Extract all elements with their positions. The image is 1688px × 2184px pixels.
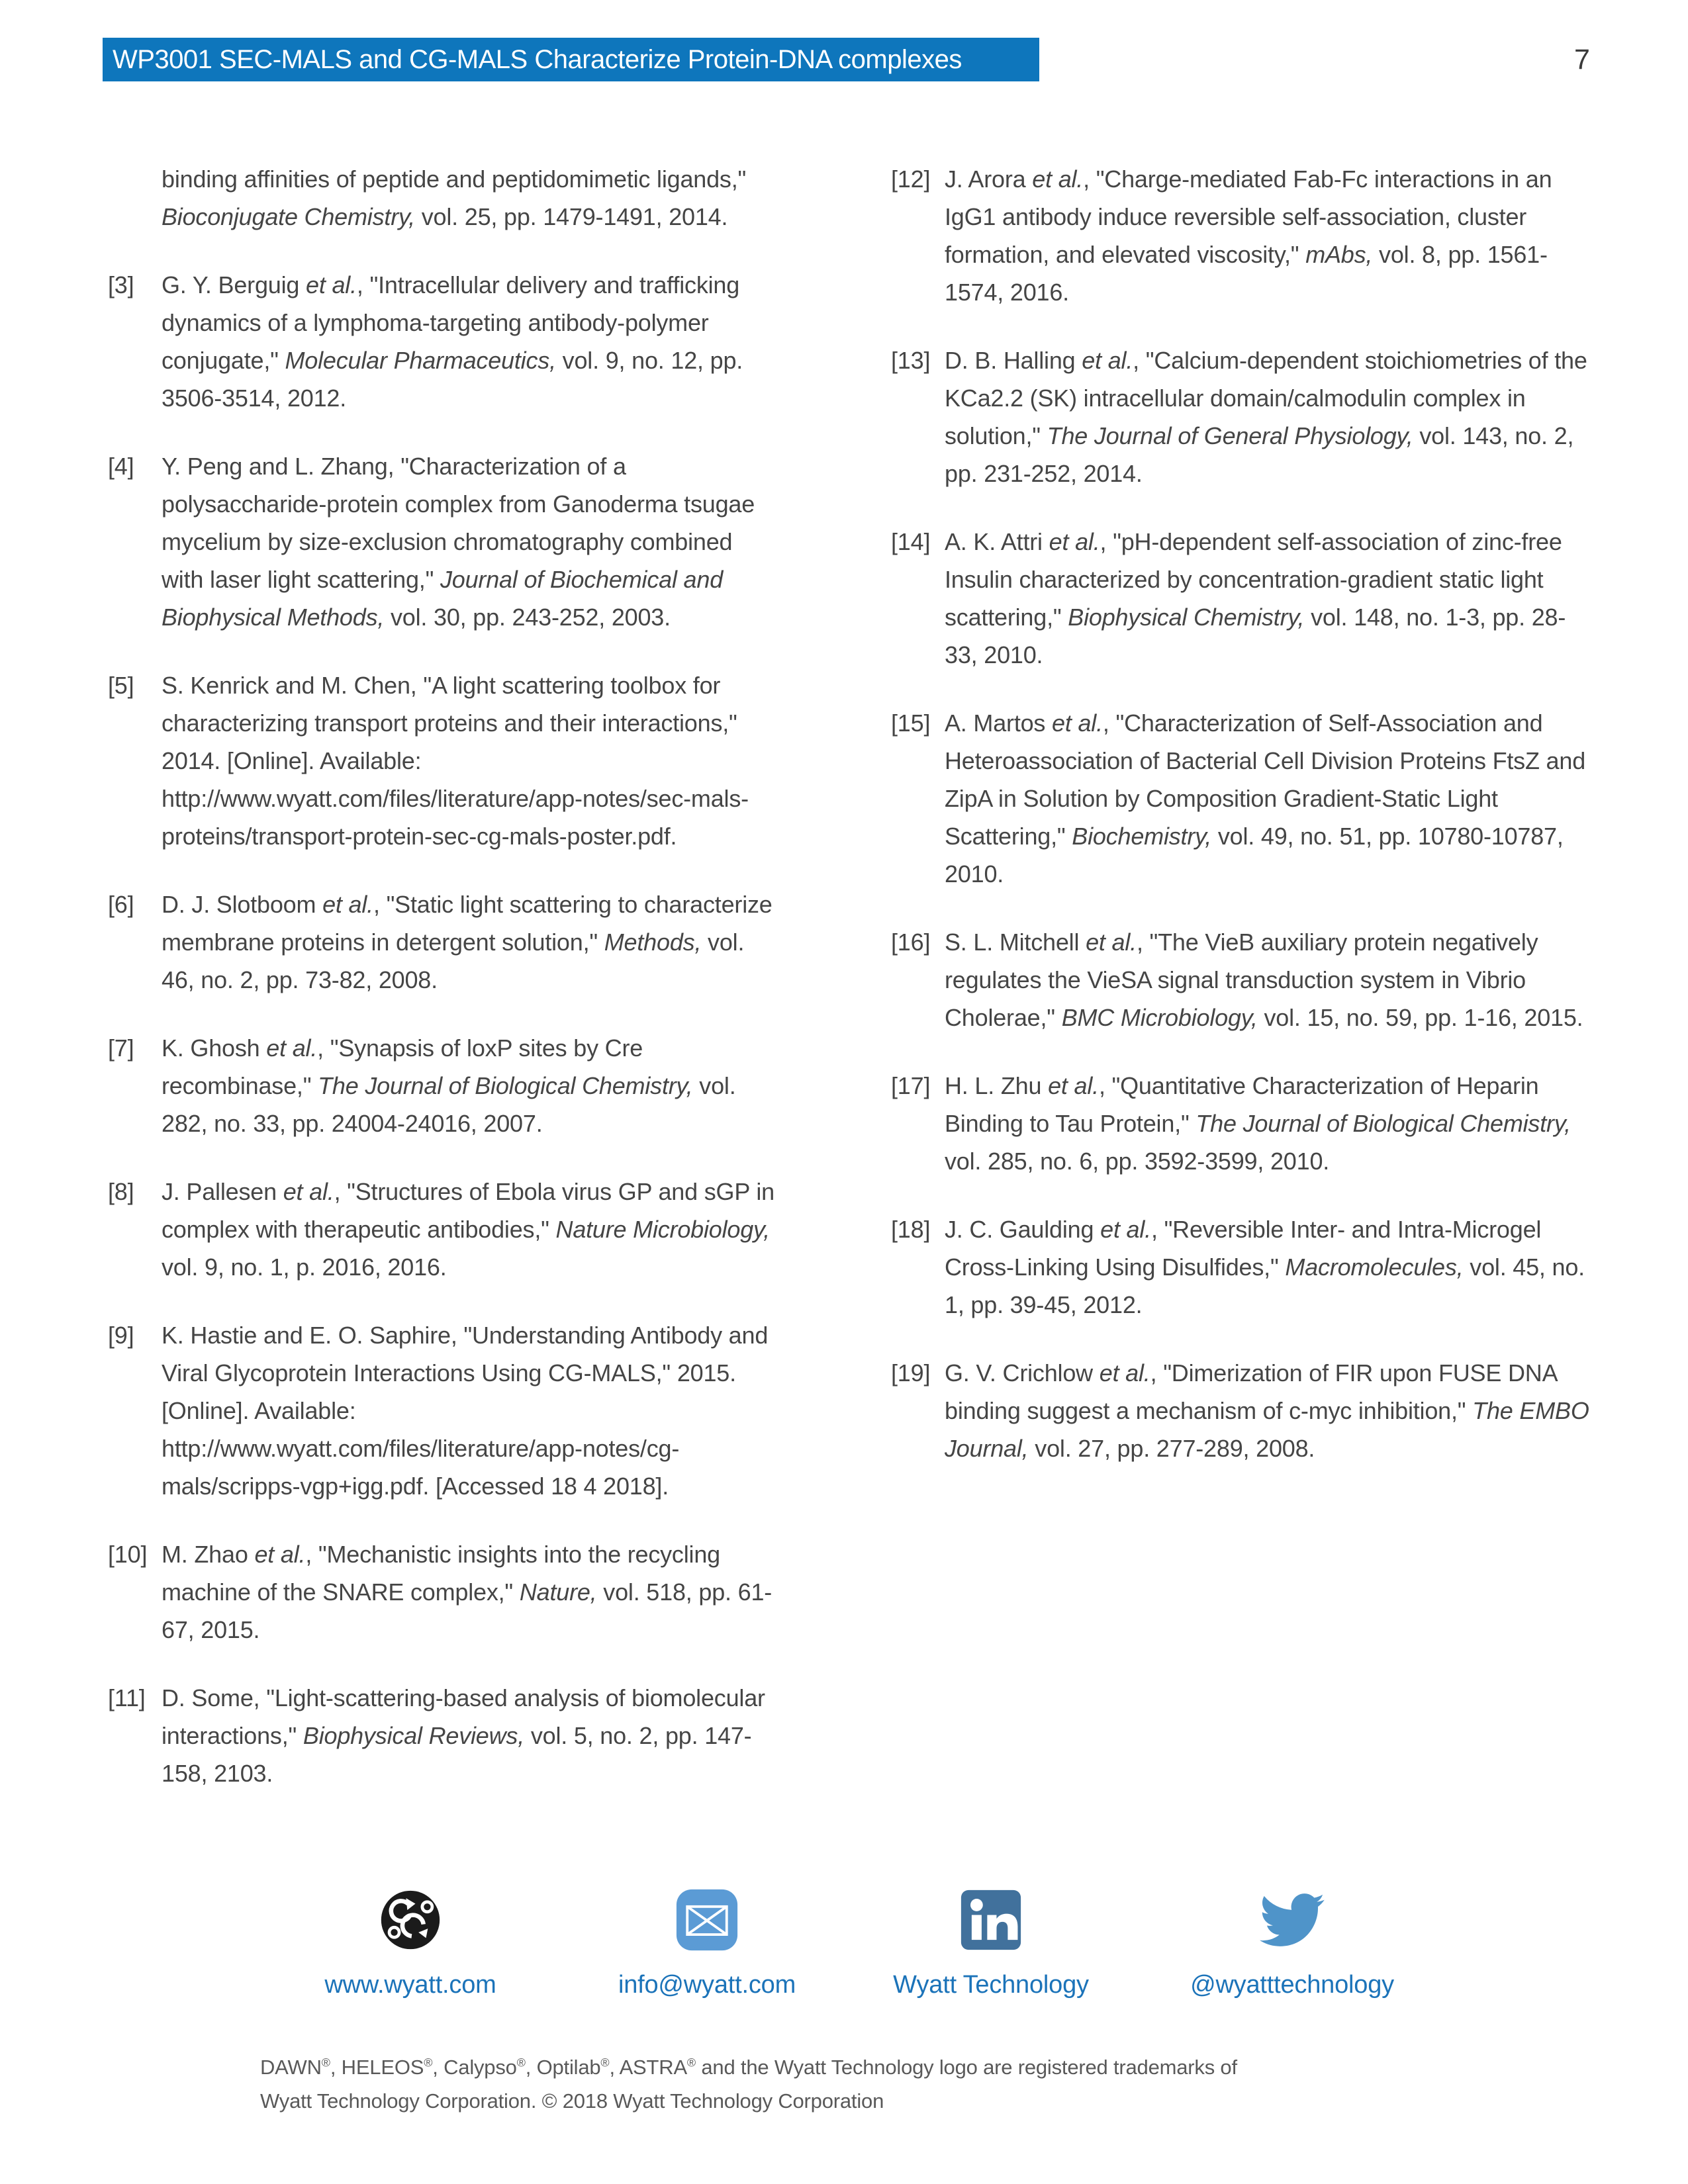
reference-text-italic-run: Bioconjugate Chemistry, xyxy=(162,203,415,230)
reference-text-run: vol. 49, no. 51, pp. 10780-10787, 2010. xyxy=(945,823,1564,887)
reference-text-run: K. Hastie and E. O. Saphire, "Understanding Antibody and Viral Glycoprotein Interactions Using CG-MALS," 2015. [Online]. Available: http://www.wyatt.com/files/literature/app-notes/cg-mals/scripps-vgp+igg.pdf. [Accessed 18 4 2018]. xyxy=(162,1322,769,1500)
reference-number: [11] xyxy=(108,1684,146,1711)
reference-text xyxy=(162,160,778,236)
reference-text-run: , "Calcium-dependent stoichiometries of the KCa2.2 (SK) intracellular domain/calmodulin complex in solution," xyxy=(945,347,1587,449)
footer-link-label[interactable]: info@wyatt.com xyxy=(618,1971,796,1999)
reference-text-italic-run: et al. xyxy=(1048,1072,1099,1099)
reference-text xyxy=(945,1210,1590,1324)
reference-number: [15] xyxy=(891,709,931,737)
trademark-text-run: DAWN xyxy=(260,2056,322,2079)
reference-item xyxy=(891,160,1590,311)
reference-item xyxy=(108,1535,778,1649)
reference-text-run: vol. 45, no. 1, pp. 39-45, 2012. xyxy=(945,1253,1585,1318)
footer-link-group xyxy=(1166,1881,1418,1999)
reference-text-italic-run: et al. xyxy=(306,271,357,298)
reference-item xyxy=(108,266,778,417)
reference-text-run: , "Structures of Ebola virus GP and sGP in complex with therapeutic antibodies," xyxy=(162,1178,774,1243)
reference-text-italic-run: Nature, xyxy=(519,1578,597,1606)
references-section xyxy=(108,160,1597,1823)
reference-text-italic-run: et al. xyxy=(254,1541,306,1568)
reference-text-italic-run: Molecular Pharmaceutics, xyxy=(285,347,556,374)
trademark-text-run: , Calypso xyxy=(432,2056,517,2079)
reference-text-run: vol. 9, no. 12, pp. 3506-3514, 2012. xyxy=(162,347,743,412)
reference-text-italic-run: Biophysical Reviews, xyxy=(303,1722,525,1749)
reference-text xyxy=(162,886,778,999)
reference-text-italic-run: et al. xyxy=(1100,1216,1151,1243)
page-title: WP3001 SEC-MALS and CG-MALS Characterize Protein-DNA complexes xyxy=(113,44,962,74)
reference-number: [6] xyxy=(108,891,134,918)
reference-item xyxy=(891,704,1590,893)
reference-text-run: D. B. Halling xyxy=(945,347,1082,374)
reference-text-run: vol. 27, pp. 277-289, 2008. xyxy=(1028,1435,1315,1462)
reference-text-run: A. K. Attri xyxy=(945,528,1049,555)
reference-number: [8] xyxy=(108,1178,134,1205)
reference-text-run: binding affinities of peptide and peptidomimetic ligands," xyxy=(162,165,747,193)
reference-text-run: , "Characterization of Self-Association and Heteroassociation of Bacterial Cell Division Proteins FtsZ and ZipA in Solution by Composition Gradient-Static Light Scattering," xyxy=(945,709,1586,850)
reference-text-italic-run: Nature Microbiology, xyxy=(555,1216,770,1243)
email-icon[interactable] xyxy=(581,1881,833,1959)
reference-number: [12] xyxy=(891,165,931,193)
trademark-text-run: , Optilab xyxy=(525,2056,601,2079)
reference-text-italic-run: The Journal of Biological Chemistry, xyxy=(318,1072,693,1099)
reference-number: [19] xyxy=(891,1359,931,1387)
trademark-text-run: , ASTRA xyxy=(609,2056,687,2079)
footer-link-group xyxy=(285,1881,536,1999)
reference-text-run: G. Y. Berguig xyxy=(162,271,306,298)
reference-text-run: vol. 30, pp. 243-252, 2003. xyxy=(384,604,671,631)
reference-text-run: J. Pallesen xyxy=(162,1178,283,1205)
reference-text xyxy=(945,341,1590,492)
trademark-text-run: and the Wyatt Technology logo are registered trademarks of xyxy=(695,2056,1237,2079)
reference-text xyxy=(162,1029,778,1142)
reference-text-run: J. C. Gaulding xyxy=(945,1216,1101,1243)
reference-text-run: vol. 46, no. 2, pp. 73-82, 2008. xyxy=(162,929,745,993)
reference-text-run: , "Quantitative Characterization of Heparin Binding to Tau Protein," xyxy=(945,1072,1539,1137)
reference-number: [14] xyxy=(891,528,931,555)
reference-text-run: , "The VieB auxiliary protein negatively regulates the VieSA signal transduction system in Vibrio Cholerae," xyxy=(945,929,1538,1031)
reference-number: [9] xyxy=(108,1322,134,1349)
reference-text-run: G. V. Crichlow xyxy=(945,1359,1100,1387)
reference-number: [18] xyxy=(891,1216,931,1243)
footer-link-label[interactable]: @wyatttechnology xyxy=(1190,1971,1394,1999)
twitter-icon[interactable] xyxy=(1166,1881,1418,1959)
reference-text xyxy=(162,1535,778,1649)
reference-text-italic-run: et al. xyxy=(1032,165,1084,193)
trademark-text-run: , HELEOS xyxy=(330,2056,424,2079)
reference-text-run: J. Arora xyxy=(945,165,1033,193)
registered-mark: ® xyxy=(516,2056,526,2070)
reference-text-run: , "pH-dependent self-association of zinc-free Insulin characterized by concentration-gradient static light scattering," xyxy=(945,528,1562,631)
reference-text-italic-run: BMC Microbiology, xyxy=(1061,1004,1258,1031)
registered-mark: ® xyxy=(686,2056,696,2070)
reference-text-italic-run: Biophysical Chemistry, xyxy=(1068,604,1305,631)
registered-mark: ® xyxy=(321,2056,330,2070)
reference-text-run: vol. 148, no. 1-3, pp. 28-33, 2010. xyxy=(945,604,1566,668)
reference-text-run: Y. Peng and L. Zhang, "Characterization of a polysaccharide-protein complex from Ganoderma tsugae mycelium by size-exclusion chromatography combined with laser light scattering," xyxy=(162,453,755,593)
reference-text-italic-run: The Journal of Biological Chemistry, xyxy=(1196,1110,1571,1137)
wyatt-logo-icon[interactable] xyxy=(285,1881,536,1959)
reference-item xyxy=(891,1354,1590,1467)
trademark-line-1 xyxy=(260,2050,1452,2084)
reference-text-italic-run: The Journal of General Physiology, xyxy=(1047,422,1413,449)
reference-text xyxy=(162,1316,778,1505)
reference-text-italic-run: et al. xyxy=(1082,347,1133,374)
reference-text-italic-run: et al. xyxy=(322,891,373,918)
reference-item xyxy=(108,1029,778,1142)
reference-number: [5] xyxy=(108,672,134,699)
reference-number: [17] xyxy=(891,1072,931,1099)
reference-text-run: vol. 518, pp. 61-67, 2015. xyxy=(162,1578,773,1643)
reference-text xyxy=(945,923,1590,1036)
reference-text-italic-run: et al. xyxy=(283,1178,334,1205)
reference-number xyxy=(108,160,162,236)
footer-link-group xyxy=(581,1881,833,1999)
reference-text-run: H. L. Zhu xyxy=(945,1072,1049,1099)
reference-number: [10] xyxy=(108,1541,148,1568)
reference-text-run: A. Martos xyxy=(945,709,1053,737)
reference-text-italic-run: et al. xyxy=(1049,528,1100,555)
reference-text-run: vol. 9, no. 1, p. 2016, 2016. xyxy=(162,1253,447,1281)
reference-text xyxy=(945,1067,1590,1180)
reference-text-run: vol. 143, no. 2, pp. 231-252, 2014. xyxy=(945,422,1574,487)
reference-item xyxy=(108,160,778,236)
reference-text-run: , "Mechanistic insights into the recycling machine of the SNARE complex," xyxy=(162,1541,720,1606)
reference-text xyxy=(162,1679,778,1792)
reference-number: [13] xyxy=(891,347,931,374)
reference-text-run: K. Ghosh xyxy=(162,1034,267,1062)
reference-text-run: vol. 25, pp. 1479-1491, 2014. xyxy=(414,203,728,230)
reference-text-run: , "Charge-mediated Fab-Fc interactions in an IgG1 antibody induce reversible self-association, cluster formation, and elevated viscosity," xyxy=(945,165,1552,268)
trademark-notice xyxy=(260,2050,1452,2118)
reference-item xyxy=(108,447,778,636)
reference-item xyxy=(891,341,1590,492)
reference-item xyxy=(108,1679,778,1792)
reference-item xyxy=(891,1067,1590,1180)
reference-text-italic-run: Biochemistry, xyxy=(1072,823,1212,850)
footer-link-group xyxy=(865,1881,1117,1999)
reference-item xyxy=(108,1173,778,1286)
references-column-left xyxy=(108,160,778,1823)
reference-text-run: , "Synapsis of loxP sites by Cre recombinase," xyxy=(162,1034,643,1099)
reference-text-run: vol. 15, no. 59, pp. 1-16, 2015. xyxy=(1257,1004,1583,1031)
reference-text xyxy=(945,523,1590,674)
reference-item xyxy=(891,523,1590,674)
reference-item xyxy=(891,1210,1590,1324)
reference-text-italic-run: Journal of Biochemical and Biophysical Methods, xyxy=(162,566,724,631)
reference-item xyxy=(108,666,778,855)
reference-text-italic-run: et al. xyxy=(1052,709,1103,737)
reference-text-run: vol. 282, no. 33, pp. 24004-24016, 2007. xyxy=(162,1072,736,1137)
registered-mark: ® xyxy=(600,2056,610,2070)
footer-link-label[interactable]: www.wyatt.com xyxy=(324,1971,496,1999)
reference-number: [7] xyxy=(108,1034,134,1062)
header-bar xyxy=(103,38,1039,81)
reference-text-run: , "Reversible Inter- and Intra-Microgel Cross-Linking Using Disulfides," xyxy=(945,1216,1542,1281)
reference-number: [16] xyxy=(891,929,931,956)
reference-text-run: vol. 5, no. 2, pp. 147-158, 2103. xyxy=(162,1722,752,1787)
reference-text-italic-run: The EMBO Journal, xyxy=(945,1397,1589,1462)
reference-text-italic-run: Macromolecules, xyxy=(1285,1253,1464,1281)
references-column-right xyxy=(891,160,1590,1823)
reference-number: [4] xyxy=(108,453,134,480)
registered-mark: ® xyxy=(424,2056,433,2070)
reference-text xyxy=(945,1354,1590,1467)
reference-text-italic-run: et al. xyxy=(1086,929,1137,956)
reference-text xyxy=(162,666,778,855)
reference-item xyxy=(891,923,1590,1036)
reference-item xyxy=(108,886,778,999)
reference-text xyxy=(162,447,778,636)
reference-text xyxy=(162,1173,778,1286)
reference-text-run: vol. 285, no. 6, pp. 3592-3599, 2010. xyxy=(945,1148,1330,1175)
page-number: 7 xyxy=(1574,44,1590,75)
linkedin-icon[interactable] xyxy=(865,1881,1117,1959)
reference-text xyxy=(945,160,1590,311)
reference-text-run: , "Static light scattering to characterize membrane proteins in detergent solution," xyxy=(162,891,773,956)
reference-text-run: D. Some, "Light-scattering-based analysis of biomolecular interactions," xyxy=(162,1684,765,1749)
reference-text-run: S. Kenrick and M. Chen, "A light scattering toolbox for characterizing transport proteins and their interactions," 2014. [Online]. Available: http://www.wyatt.com/files/literature/app-notes/sec-mals-proteins/transport-protein-sec-cg-mals-poster.pdf. xyxy=(162,672,749,850)
reference-text-run: vol. 8, pp. 1561-1574, 2016. xyxy=(945,241,1548,306)
reference-text-run: S. L. Mitchell xyxy=(945,929,1086,956)
reference-text-run: M. Zhao xyxy=(162,1541,255,1568)
reference-text-run: , "Dimerization of FIR upon FUSE DNA binding suggest a mechanism of c-myc inhibition," xyxy=(945,1359,1557,1424)
reference-text xyxy=(945,704,1590,893)
footer-link-label[interactable]: Wyatt Technology xyxy=(893,1971,1089,1999)
reference-number: [3] xyxy=(108,271,134,298)
reference-text-run: , "Intracellular delivery and trafficking dynamics of a lymphoma-targeting antibody-polymer conjugate," xyxy=(162,271,740,374)
reference-text-italic-run: et al. xyxy=(266,1034,318,1062)
reference-text xyxy=(162,266,778,417)
reference-text-italic-run: mAbs, xyxy=(1305,241,1373,268)
reference-text-italic-run: et al. xyxy=(1099,1359,1150,1387)
trademark-line-2: Wyatt Technology Corporation. © 2018 Wyatt Technology Corporation xyxy=(260,2089,884,2113)
reference-item xyxy=(108,1316,778,1505)
reference-text-run: D. J. Slotboom xyxy=(162,891,323,918)
reference-text-italic-run: Methods, xyxy=(604,929,702,956)
